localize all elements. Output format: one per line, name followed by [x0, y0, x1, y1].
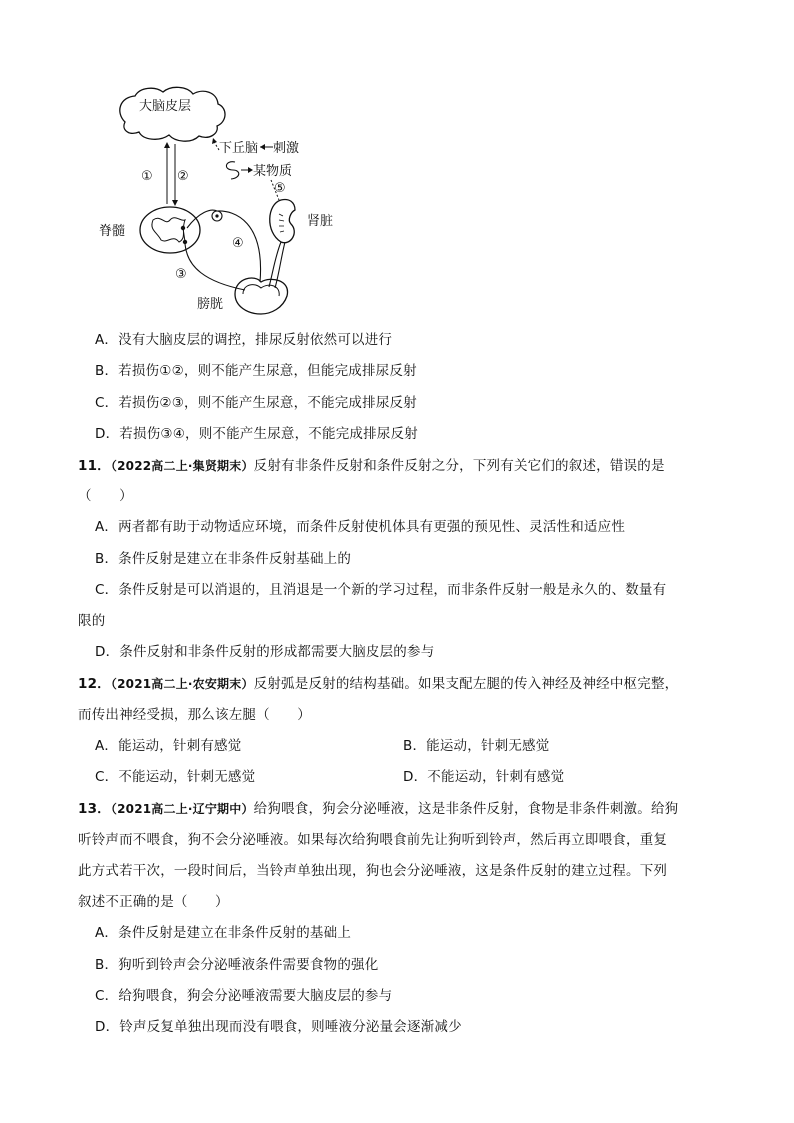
q10-option-a: A．没有大脑皮层的调控，排尿反射依然可以进行 — [95, 332, 393, 348]
bladder-label: 膀胱 — [197, 297, 224, 312]
q13-stem-line3: 此方式若干次，一段时间后，当铃声单独出现，狗也会分泌唾液，这是条件反射的建立过程。下列 — [78, 863, 668, 879]
num-3: ③ — [175, 267, 187, 282]
q11-option-b: B．条件反射是建立在非条件反射基础上的 — [95, 551, 352, 567]
bladder-shape — [235, 278, 288, 314]
q11-option-c-cont: 限的 — [78, 613, 106, 629]
q13-source: （2021高二上·辽宁期中） — [110, 802, 254, 816]
substance-label: 某物质 — [253, 164, 293, 179]
num-5: ⑤ — [274, 181, 286, 196]
num-1: ① — [141, 169, 153, 184]
reflex-diagram — [95, 82, 345, 322]
stimulus-label: 刺激 — [273, 141, 300, 156]
q12-option-d: D．不能运动，针刺有感觉 — [403, 769, 565, 785]
q13-option-d: D．铃声反复单独出现而没有喂食，则唾液分泌量会逐渐减少 — [95, 1019, 462, 1035]
q10-option-c: C．若损伤②③，则不能产生尿意，不能完成排尿反射 — [95, 395, 417, 411]
q11-number: 11． — [78, 458, 111, 474]
q11-stem-text: 反射有非条件反射和条件反射之分，下列有关它们的叙述，错误的是 — [253, 458, 665, 474]
q13-stem — [78, 799, 678, 819]
kidney-shape — [270, 199, 295, 242]
q13-number: 13． — [78, 801, 111, 817]
q13-option-b: B．狗听到铃声会分泌唾液条件需要食物的强化 — [95, 957, 379, 973]
q13-stem-text: 给狗喂食，狗会分泌唾液，这是非条件反射，食物是非条件刺激。给狗 — [253, 801, 679, 817]
num-2: ② — [177, 169, 189, 184]
cortex-shape — [120, 87, 225, 141]
q11-source: （2022高二上·集贤期末） — [110, 459, 254, 473]
q12-stem — [78, 674, 678, 694]
q13-option-a: A．条件反射是建立在非条件反射的基础上 — [95, 925, 352, 941]
q13-stem-line2: 听铃声而不喂食，狗不会分泌唾液。如果每次给狗喂食前先让狗听到铃声，然后再立即喂食，重复 — [78, 832, 668, 848]
hypothalamus-label: 下丘脑 — [219, 141, 259, 156]
q12-option-c: C．不能运动，针刺无感觉 — [95, 769, 256, 785]
q10-option-d: D．若损伤③④，则不能产生尿意，不能完成排尿反射 — [95, 426, 418, 442]
q13-stem-line4: 叙述不正确的是（ ） — [78, 894, 229, 910]
q13-option-c: C．给狗喂食，狗会分泌唾液需要大脑皮层的参与 — [95, 988, 393, 1004]
q10-option-b: B．若损伤①②，则不能产生尿意，但能完成排尿反射 — [95, 363, 417, 379]
q12-option-b: B．能运动，针刺无感觉 — [403, 738, 550, 754]
q12-source: （2021高二上·农安期末） — [110, 677, 254, 691]
q12-stem-text: 反射弧是反射的结构基础。如果支配左腿的传入神经及神经中枢完整， — [253, 676, 679, 692]
num-4: ④ — [232, 236, 244, 251]
spinal-cord-shape — [140, 207, 200, 253]
q11-stem — [78, 456, 665, 476]
spinal-cord-label: 脊髓 — [99, 224, 126, 239]
kidney-label: 肾脏 — [307, 214, 334, 229]
q11-option-a: A．两者都有助于动物适应环境，而条件反射使机体具有更强的预见性、灵活性和适应性 — [95, 519, 626, 535]
q12-stem-line2: 而传出神经受损，那么该左腿（ ） — [78, 707, 311, 723]
q11-option-d: D．条件反射和非条件反射的形成都需要大脑皮层的参与 — [95, 644, 435, 660]
cortex-label: 大脑皮层 — [139, 99, 192, 114]
q11-option-c: C．条件反射是可以消退的，且消退是一个新的学习过程，而非条件反射一般是永久的、数量有 — [95, 582, 667, 598]
q12-option-a: A．能运动，针刺有感觉 — [95, 738, 242, 754]
q12-number: 12． — [78, 676, 111, 692]
q11-stem-line2: （ ） — [78, 488, 133, 504]
